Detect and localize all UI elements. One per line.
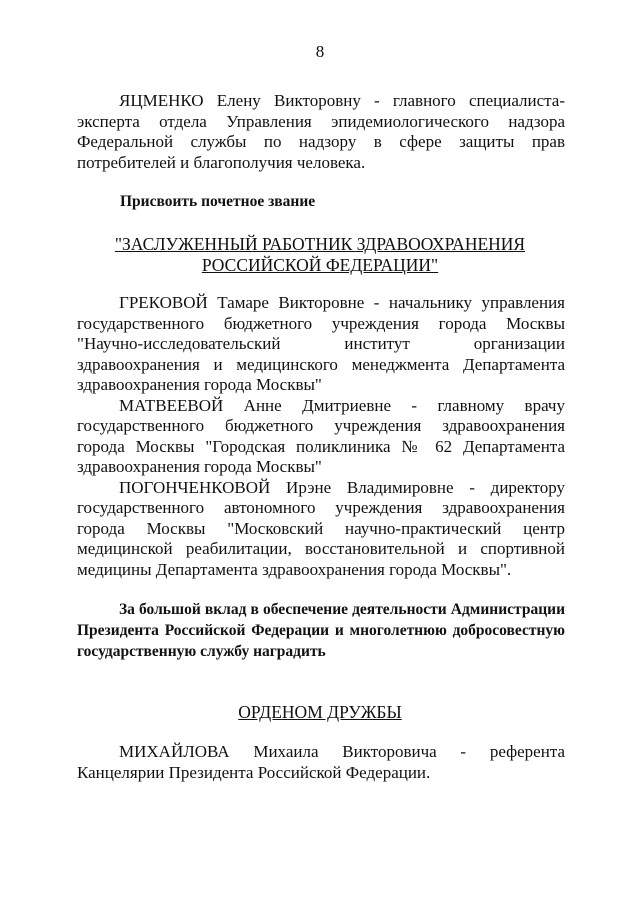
- award-entries-list: [77, 293, 565, 580]
- order-entries-list: [77, 742, 565, 783]
- award-entry-matveeva: МАТВЕЕВОЙ Анне Дмитриевне - главному врачу государственного бюджетного учреждения здравоохранения города Москвы "Городская поликлиника № 62 Департамента здравоохранения города Москвы": [77, 395, 565, 476]
- award-entry-pogonchenkova: ПОГОНЧЕНКОВОЙ Ирэне Владимировне - директору государственного автономного учреждения здравоохранения города Москвы "Московский научно-практический центр медицинской реабилитации, восстановительной и спортивной медицины Департамента здравоохранения города Москвы".: [77, 477, 565, 579]
- merit-text: За большой вклад в обеспечение деятельности Администрации Президента Российской Федерации и многолетнюю добросовестную государственную службу наградить: [77, 601, 565, 660]
- order-title: ОРДЕНОМ ДРУЖБЫ: [238, 702, 402, 722]
- award-title-line2: РОССИЙСКОЙ ФЕДЕРАЦИИ": [201, 255, 439, 275]
- assign-heading: Присвоить почетное звание: [120, 193, 316, 210]
- page-number: 8: [315, 42, 325, 61]
- merit-paragraph: [77, 599, 565, 662]
- entry-text: ЯЦМЕНКО Елену Викторовну - главного специалиста-эксперта отдела Управления эпидемиологического надзора Федеральной службы по надзору в сфере защиты прав потребителей и благополучия человека.: [77, 91, 565, 172]
- order-entry-mikhailov: МИХАЙЛОВА Михаила Викторовича - референта Канцелярии Президента Российской Федерации.: [77, 742, 565, 782]
- award-title: [0, 234, 640, 276]
- award-title-line1: "ЗАСЛУЖЕННЫЙ РАБОТНИК ЗДРАВООХРАНЕНИЯ: [114, 234, 526, 254]
- award-entry-top: [77, 91, 565, 173]
- award-entry-grekova: ГРЕКОВОЙ Тамаре Викторовне - начальнику управления государственного бюджетного учреждения города Москвы "Научно-исследовательский институт организации здравоохранения и медицинского менеджмента Департамента здравоохранения города Москвы": [77, 293, 565, 394]
